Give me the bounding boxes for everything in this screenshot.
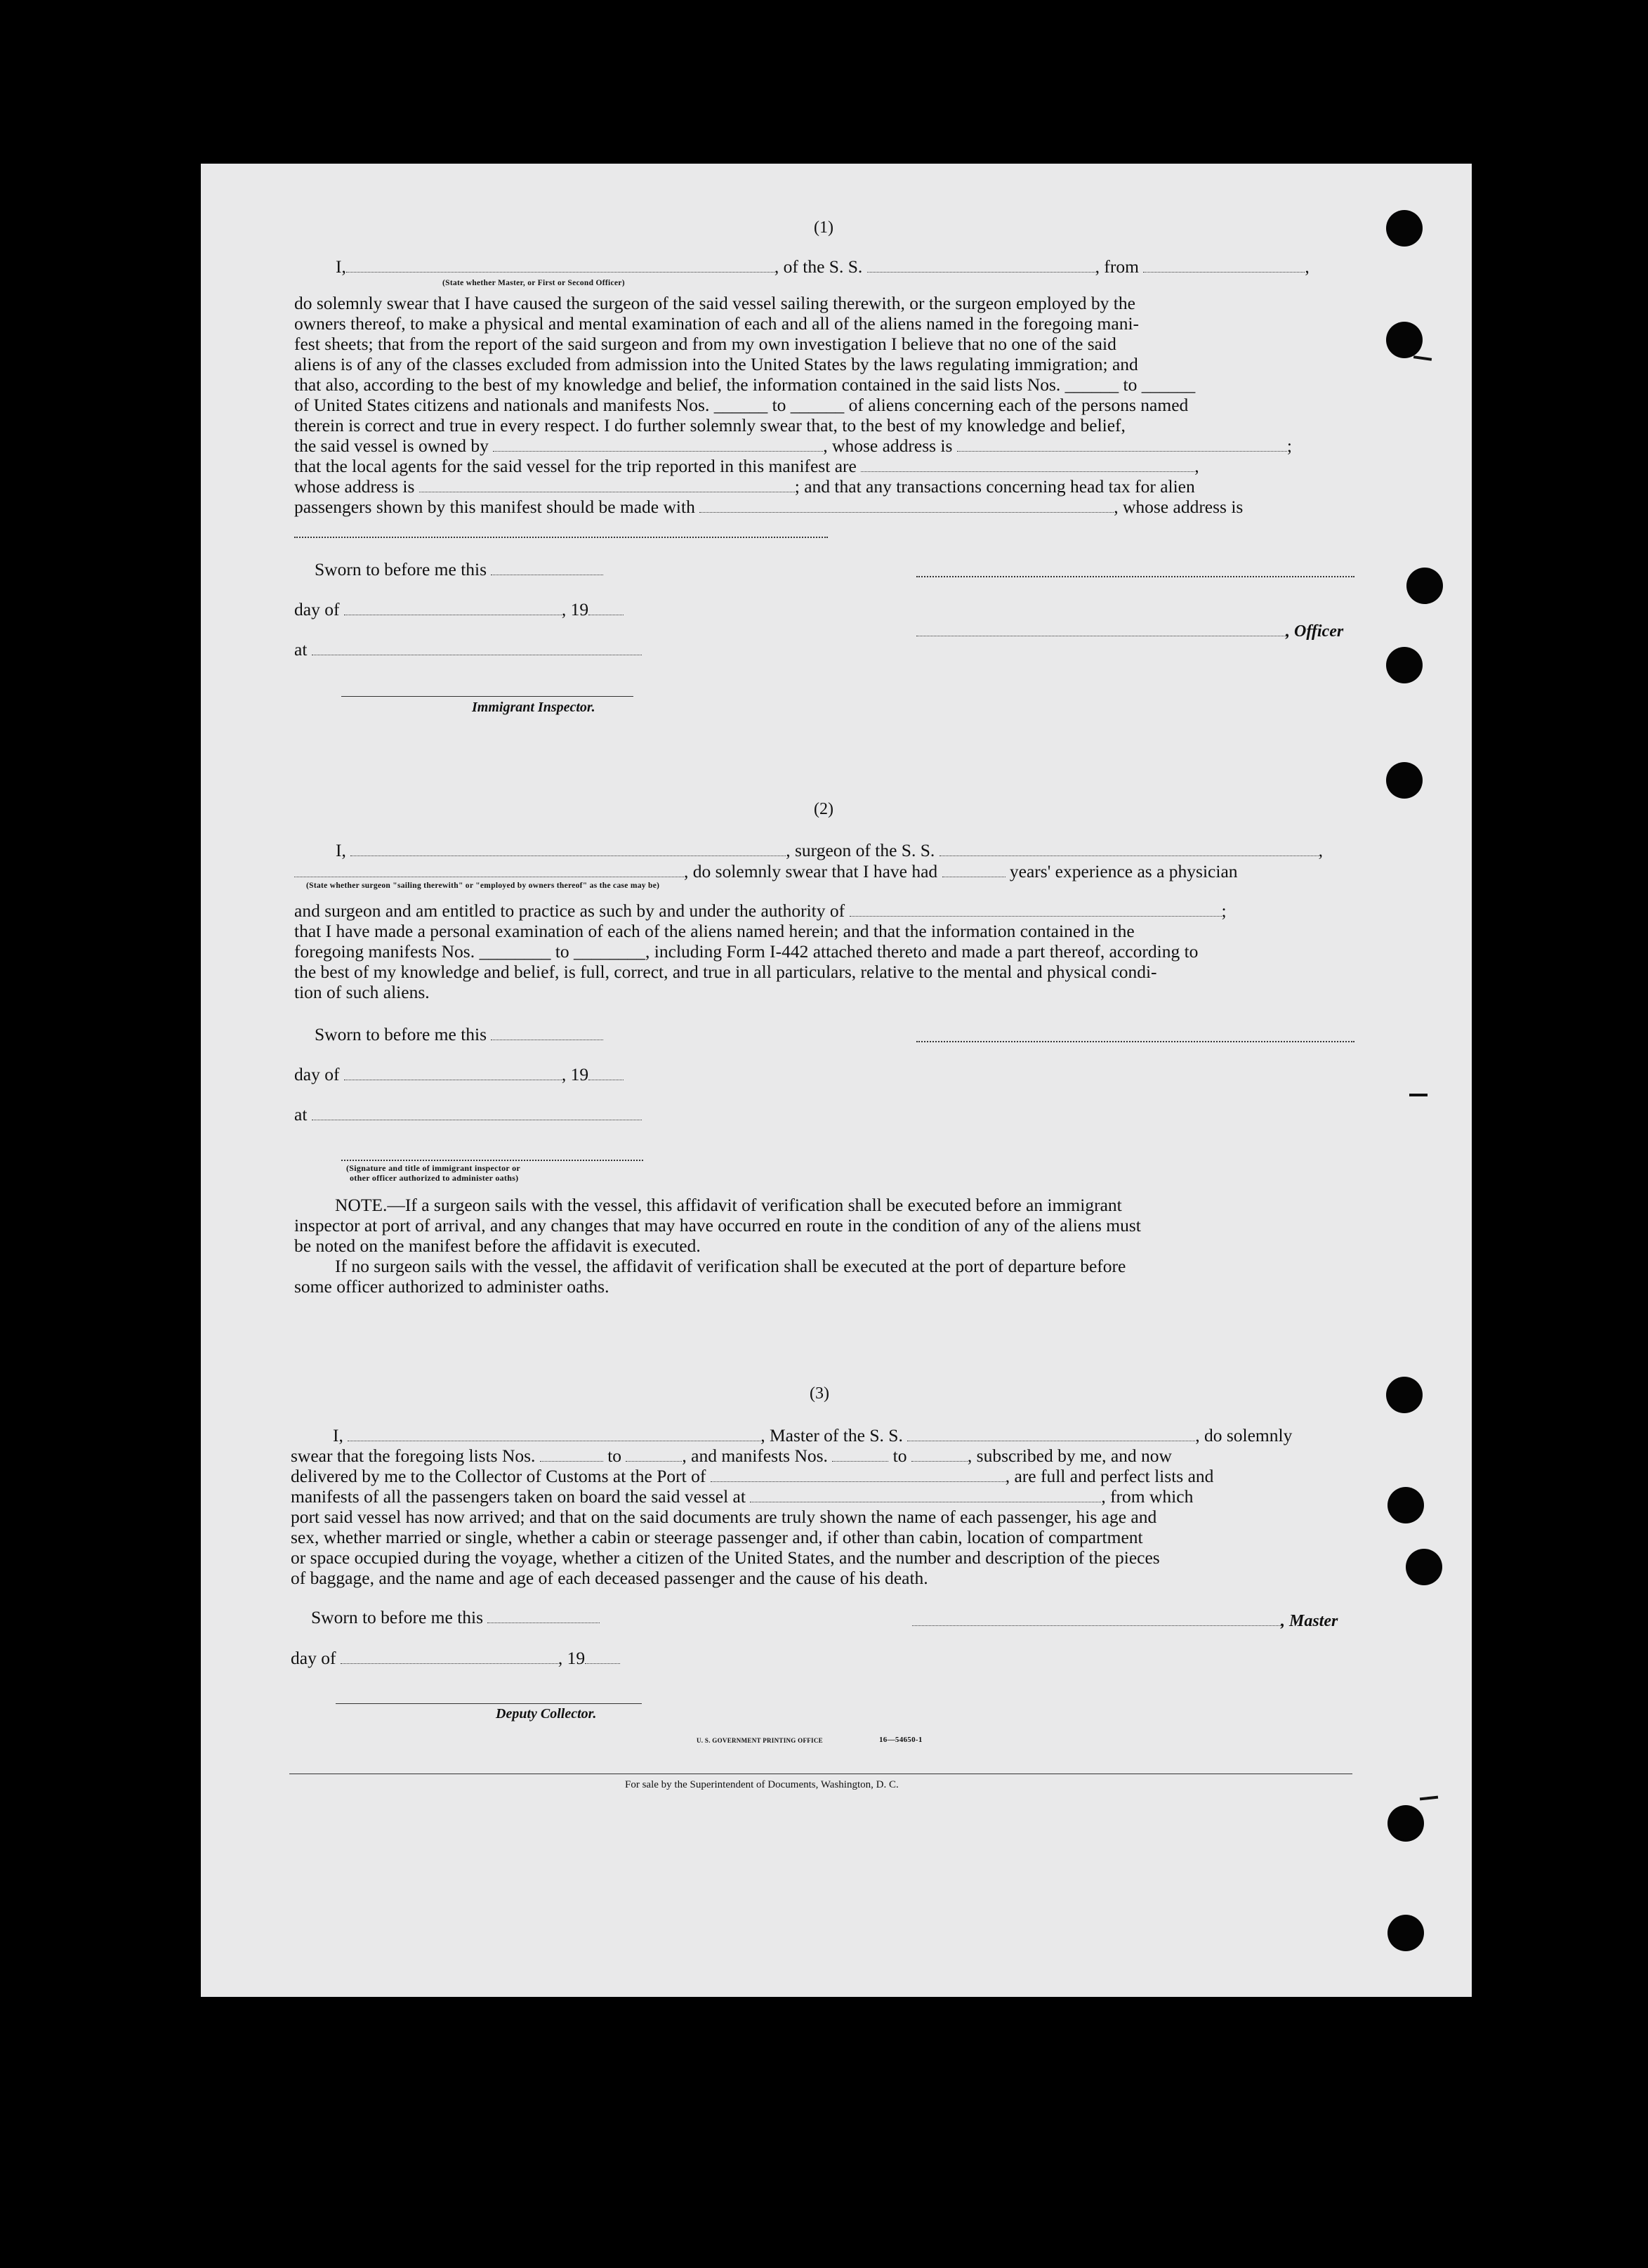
head-tax-address-field[interactable] [294, 537, 828, 538]
s1-month-field[interactable] [344, 601, 562, 615]
section-2-number: (2) [814, 800, 833, 818]
s1-sworn-line: Sworn to before me this [315, 559, 603, 579]
manifests-to-field[interactable] [911, 1447, 968, 1462]
s1-local-agents-line: that the local agents for the said vessel for the trip reported in this manifest are , [294, 456, 1199, 476]
s3-master-line: , Master [912, 1610, 1338, 1632]
s3-sworn-line: Sworn to before me this [311, 1607, 600, 1627]
lists-from-field[interactable] [540, 1447, 603, 1462]
s3-line3: delivered by me to the Collector of Customs at the Port of , are full and perfect lists and [291, 1466, 1214, 1486]
s3-sworn-date-field[interactable] [487, 1608, 600, 1623]
s2-authority-line: and surgeon and am entitled to practice as such by and under the authority of ; [294, 900, 1227, 921]
s1-at-line: at [294, 639, 642, 660]
s1-state-note: (State whether Master, or First or Second Officer) [442, 279, 625, 287]
s1-sworn-date-field[interactable] [491, 561, 603, 575]
s2-sig-note-1: (Signature and title of immigrant inspector or [346, 1163, 521, 1173]
officer-name-field[interactable] [346, 258, 774, 273]
s2-sworn-line: Sworn to before me this [315, 1024, 603, 1044]
punch-hole [1387, 1915, 1424, 1951]
s1-agent-address-line: whose address is ; and that any transactions concerning head tax for alien [294, 476, 1195, 497]
master-name-field[interactable] [348, 1427, 760, 1441]
surgeon-status-field[interactable] [294, 863, 684, 877]
punch-hole [1387, 1805, 1424, 1842]
s1-head-tax-line: passengers shown by this manifest should be made with , whose address is [294, 497, 1244, 517]
edge-mark [1409, 1094, 1428, 1096]
master-signature[interactable] [912, 1611, 1281, 1626]
owner-address-field[interactable] [957, 437, 1287, 452]
for-sale-notice: For sale by the Superintendent of Documents, Washington, D. C. [625, 1779, 899, 1790]
punch-hole [1386, 322, 1423, 358]
lists-to-field[interactable] [626, 1447, 682, 1462]
s2-sworn-date-field[interactable] [491, 1025, 603, 1040]
s1-officer-signature-2[interactable] [916, 622, 1286, 636]
authority-field[interactable] [850, 902, 1222, 917]
s2-year-field[interactable] [588, 1066, 624, 1080]
s2-note: NOTE.—If a surgeon sails with the vessel, this affidavit of verification shall be executed before an immigrant inspector at port of arrival, and any changes that may have occurred en route in the condition of any of the aliens must be noted on the manifest before the affidavit is executed. If no surgeon sails with the vessel, the affidavit of verification shall be executed at the port of departure before some officer authorized to administer oaths. [294, 1195, 1141, 1297]
s2-line2: , do solemnly swear that I have had years' experience as a physician [294, 861, 1238, 881]
punch-hole [1406, 1549, 1442, 1585]
s1-officer-line: , Officer [916, 620, 1343, 642]
s3-line4: manifests of all the passengers taken on board the said vessel at , from which [291, 1486, 1194, 1507]
departure-port-field[interactable] [1143, 258, 1305, 273]
manifests-from-field[interactable] [832, 1447, 888, 1462]
deputy-collector-signature[interactable] [336, 1703, 642, 1704]
years-field[interactable] [942, 863, 1006, 877]
s2-month-field[interactable] [344, 1066, 562, 1080]
punch-hole [1386, 210, 1423, 247]
s3-oath-text: port said vessel has now arrived; and that on the said documents are truly shown the name of each passenger, his age and sex, whether married or single, whether a cabin or steerage passenger and, if other than cabin, location of compartment or space occupied during the voyage, whether a citizen of the United States, and the number and description of the pieces of baggage, and the name and age of each deceased passenger and the cause of his death. [291, 1507, 1160, 1588]
port-field[interactable] [711, 1467, 1006, 1482]
s1-officer-signature-1[interactable] [916, 576, 1354, 577]
s3-month-field[interactable] [341, 1649, 558, 1664]
owner-field[interactable] [493, 437, 823, 452]
s3-year-field[interactable] [585, 1649, 620, 1664]
form-code: 16—54650-1 [879, 1736, 923, 1744]
s2-day-line: day of , 19 [294, 1064, 624, 1084]
agent-address-field[interactable] [419, 478, 795, 492]
s3-vessel-field[interactable] [907, 1427, 1195, 1441]
s1-inspector-label: Immigrant Inspector. [472, 700, 595, 715]
s3-line2: swear that the foregoing lists Nos. to , and manifests Nos. to , subscribed by me, and now [291, 1446, 1172, 1466]
s3-day-line: day of , 19 [291, 1648, 620, 1668]
s1-oath-text: do solemnly swear that I have caused the surgeon of the said vessel sailing therewith, or the surgeon employed by the owners thereof, to make a physical and mental examination of each and all of the aliens named in the foregoing mani- fest sheets; that from the report of the said surgeon and from my own investigation I believe that no one of the said aliens is of any of the classes excluded from admission into the United States by the laws regulating immigration; and that also, according to the best of my knowledge and belief, the information contained in the said lists Nos. ______ to ______ of United States citizens and nationals and manifests Nos. ______ to ______ of aliens concerning each of the persons named therein is correct and true in every respect. I do further solemnly swear that, to the best of my knowledge and belief, [294, 293, 1196, 435]
s1-year-field[interactable] [588, 601, 624, 615]
embarkation-port-field[interactable] [750, 1488, 1101, 1502]
deputy-collector-label: Deputy Collector. [496, 1706, 597, 1722]
vessel-name-field[interactable] [867, 258, 1095, 273]
s1-owned-by-line: the said vessel is owned by , whose address is ; [294, 435, 1292, 456]
head-tax-contact-field[interactable] [699, 498, 1114, 513]
punch-hole [1386, 1377, 1423, 1413]
s2-place-field[interactable] [312, 1106, 642, 1120]
s2-sig-note-2: other officer authorized to administer oaths) [350, 1173, 519, 1183]
s2-line1: I, , surgeon of the S. S. , [336, 840, 1324, 860]
s2-state-note: (State whether surgeon "sailing therewith" or "employed by owners thereof" as the case may be) [306, 881, 660, 890]
surgeon-name-field[interactable] [350, 841, 786, 856]
s1-line1: I, , of the S. S. , from , [336, 256, 1310, 277]
section-3-number: (3) [810, 1384, 829, 1403]
section-1-number: (1) [814, 218, 833, 237]
punch-hole [1386, 762, 1423, 799]
form-page [201, 164, 1472, 1997]
local-agents-field[interactable] [861, 457, 1194, 472]
s1-place-field[interactable] [312, 641, 642, 655]
s2-vessel-field[interactable] [940, 841, 1319, 856]
s2-at-line: at [294, 1104, 642, 1125]
s2-oath-text: that I have made a personal examination of each of the aliens named herein; and that the information contained in the foregoing manifests Nos. ________ to ________, including Form I-442 attached thereto and made a part thereof, according to the best of my knowledge and belief, is full, correct, and true in all particulars, relative to the mental and physical condi- tion of such aliens. [294, 921, 1199, 1002]
s2-surgeon-signature[interactable] [916, 1041, 1354, 1042]
punch-hole [1387, 1487, 1424, 1523]
s1-day-line: day of , 19 [294, 599, 624, 620]
s3-line1: I, , Master of the S. S. , do solemnly [333, 1425, 1293, 1446]
punch-hole [1386, 647, 1423, 683]
printing-office: U. S. GOVERNMENT PRINTING OFFICE [697, 1737, 823, 1744]
punch-hole [1406, 568, 1443, 604]
s1-inspector-signature[interactable] [341, 696, 633, 697]
s2-inspector-signature[interactable] [341, 1160, 643, 1161]
